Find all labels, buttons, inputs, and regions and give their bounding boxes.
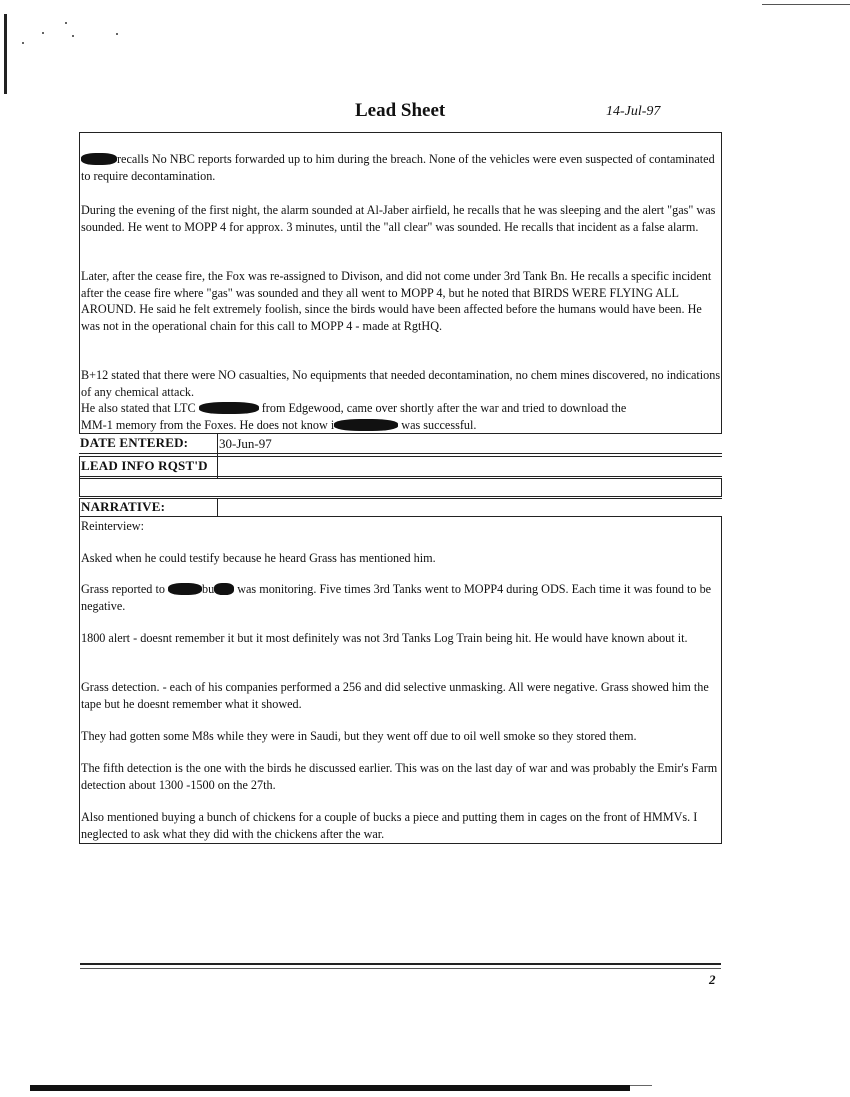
lead-info-label: LEAD INFO RQST'D (81, 458, 208, 473)
narrative-label: NARRATIVE: (81, 499, 166, 514)
lead-paragraph-2: During the evening of the first night, the alarm sounded at Al-Jaber airfield, he recalls that he was sleeping and the alert "gas" was sounded. He went to MOPP 4 for approx. 3 minutes, until the "all clear" was sounded. He recalls that incident as a false alarm. (81, 203, 716, 234)
redaction-mark (81, 153, 117, 165)
narrative-paragraph-3: Grass reported to bu was monitoring. Five times 3rd Tanks went to MOPP4 during ODS. Each time it was found to be negative. (81, 582, 712, 613)
narrative-paragraph-5: Grass detection. - each of his companies performed a 256 and did selective unmasking. All were negative. Grass showed him the tape but he doesnt remember what it showed. (81, 680, 709, 711)
narrative-paragraph-4: 1800 alert - doesnt remember it but it most definitely was not 3rd Tanks Log Train being hit. He would have known about it. (81, 631, 688, 645)
date-entered-value: 30-Jun-97 (219, 436, 272, 451)
redaction-mark (214, 583, 234, 595)
scan-speck (22, 42, 24, 44)
redaction-mark (168, 583, 202, 595)
lead-paragraph-3: Later, after the cease fire, the Fox was re-assigned to Divison, and did not come under 3rd Tank Bn. He recalls a specific incident after the cease fire where "gas" was sounded and they all went to MOPP 4, but he noted that BIRDS WERE FLYING ALL AROUND. He said he felt extremely foolish, since the birds would have been affected before the humans would have been. He was not in the operational chain for this call to MOPP 4 - made at RgtHQ. (81, 269, 712, 333)
field-rule (79, 498, 722, 499)
lead-paragraph-5: He also stated that LTC from Edgewood, came over shortly after the war and tried to download the MM-1 memory from the Foxes. He does not know i was successful. (81, 401, 627, 432)
lead-paragraph-1: recalls No NBC reports forwarded up to him during the breach. None of the vehicles were even suspected of contaminated to require decontamination. (81, 152, 715, 183)
field-rule (79, 456, 722, 457)
scan-bottom-bar (30, 1085, 630, 1091)
narrative-paragraph-2: Asked when he could testify because he heard Grass has mentioned him. (81, 551, 436, 565)
scan-speck (116, 33, 118, 35)
date-entered-label: DATE ENTERED: (80, 435, 189, 450)
page-number: 2 (709, 972, 716, 987)
scan-speck (42, 32, 44, 34)
scan-bottom-line (630, 1085, 652, 1086)
field-rule (79, 453, 722, 454)
redaction-mark (199, 402, 259, 414)
footer-rule (80, 963, 721, 965)
narrative-paragraph-1: Reinterview: (81, 519, 144, 533)
page-title: Lead Sheet (355, 100, 446, 121)
narrative-paragraph-6: They had gotten some M8s while they were in Saudi, but they went off due to oil well smoke so they stored them. (81, 729, 637, 743)
redaction-mark (334, 419, 398, 431)
field-border (79, 498, 80, 516)
narrative-paragraph-7: The fifth detection is the one with the birds he discussed earlier. This was on the last day of war and was probably the Emir's Farm detection about 1300 -1500 on the 27th. (81, 761, 718, 792)
lead-info-value-box (79, 478, 722, 497)
field-divider (217, 498, 218, 516)
field-border (79, 456, 80, 478)
narrative-paragraph-8: Also mentioned buying a bunch of chickens for a couple of bucks a piece and putting them in cages on the front of HMMVs. I neglected to ask what they did with the chickens after the war. (81, 810, 698, 841)
lead-paragraph-4: B+12 stated that there were NO casualties, No equipments that needed decontamination, no chem mines discovered, no indications of any chemical attack. (81, 368, 721, 399)
scan-edge-mark (4, 14, 7, 94)
scan-speck (65, 22, 67, 24)
field-rule (79, 476, 722, 477)
sheet-date: 14-Jul-97 (606, 104, 661, 119)
scan-corner-line (762, 4, 850, 5)
scan-speck (72, 35, 74, 37)
footer-rule (80, 968, 721, 969)
